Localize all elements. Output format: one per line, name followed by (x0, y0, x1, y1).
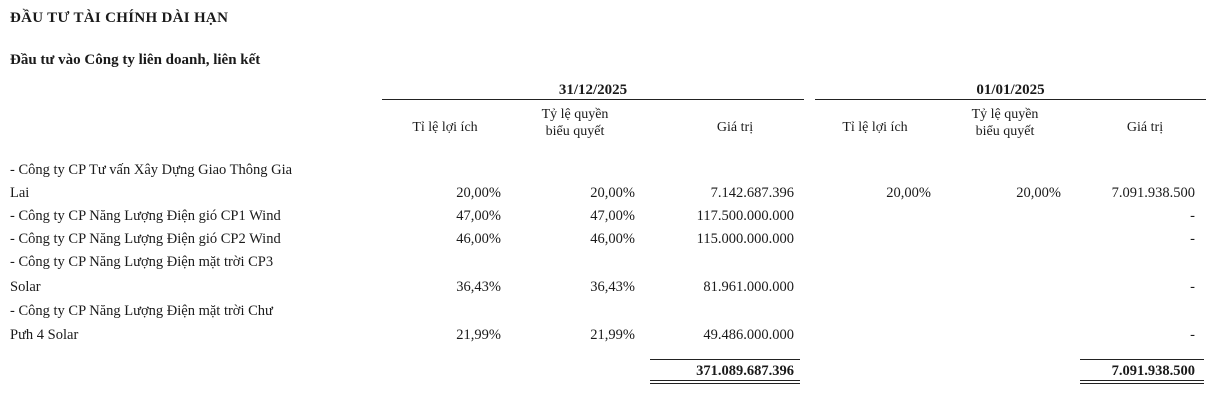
voting-ratio-2025-12-31: 36,43% (590, 279, 635, 295)
total-2025-01-01: 7.091.938.500 (1111, 363, 1195, 379)
col-header-voting-ratio (515, 106, 635, 140)
value-2025-01-01: - (1190, 279, 1195, 295)
voting-ratio-2025-01-01: 20,00% (1016, 185, 1061, 201)
period-divider (815, 99, 1206, 100)
period-divider (382, 99, 804, 100)
value-2025-12-31: 7.142.687.396 (710, 185, 794, 201)
section-title: ĐẦU TƯ TÀI CHÍNH DÀI HẠN (10, 10, 229, 26)
table-row (0, 162, 1218, 180)
col-header-voting-ratio-line2: biểu quyết (545, 124, 605, 139)
voting-ratio-2025-12-31: 47,00% (590, 208, 635, 224)
value-2025-12-31: 49.486.000.000 (703, 327, 794, 343)
period-header-2025-01-01: 01/01/2025 (976, 82, 1045, 98)
col-header-value: Giá trị (716, 120, 754, 135)
voting-ratio-2025-12-31: 46,00% (590, 231, 635, 247)
value-2025-12-31: 115.000.000.000 (696, 231, 794, 247)
interest-ratio-2025-12-31: 20,00% (456, 185, 501, 201)
interest-ratio-2025-12-31: 47,00% (456, 208, 501, 224)
voting-ratio-2025-12-31: 20,00% (590, 185, 635, 201)
total-rule-top (650, 359, 800, 360)
total-double-underline (1080, 380, 1204, 381)
value-2025-01-01: 7.091.938.500 (1111, 185, 1195, 201)
col-header-voting-ratio-line1: Tỷ lệ quyền (541, 107, 609, 122)
table-row (0, 303, 1218, 321)
col-header-interest-ratio: Tỉ lệ lợi ích (842, 120, 908, 135)
value-2025-12-31: 117.500.000.000 (696, 208, 794, 224)
value-2025-12-31: 81.961.000.000 (703, 279, 794, 295)
company-name-cont: Lai (10, 185, 30, 201)
value-2025-01-01: - (1190, 208, 1195, 224)
company-name: - Công ty CP Năng Lượng Điện mặt trời CP3 (10, 254, 274, 270)
table-row (0, 254, 1218, 272)
company-name: - Công ty CP Năng Lượng Điện mặt trời Chư (10, 303, 273, 319)
value-2025-01-01: - (1190, 327, 1195, 343)
total-double-underline (1080, 383, 1204, 384)
company-name: - Công ty CP Năng Lượng Điện gió CP2 Wind (10, 231, 281, 247)
total-rule-top (1080, 359, 1204, 360)
col-header-voting-ratio-line2: biểu quyết (975, 124, 1035, 139)
company-name: - Công ty CP Năng Lượng Điện gió CP1 Wind (10, 208, 281, 224)
table-row (0, 327, 1218, 345)
total-double-underline (650, 380, 800, 381)
table-row (0, 231, 1218, 249)
value-2025-01-01: - (1190, 231, 1195, 247)
col-header-value: Giá trị (1126, 120, 1164, 135)
company-name-cont: Pưh 4 Solar (10, 327, 79, 343)
total-double-underline (650, 383, 800, 384)
company-name-cont: Solar (10, 279, 41, 295)
col-header-interest-ratio: Tỉ lệ lợi ích (412, 120, 478, 135)
col-header-voting-ratio (945, 106, 1065, 140)
interest-ratio-2025-01-01: 20,00% (886, 185, 931, 201)
table-row (0, 208, 1218, 226)
col-header-voting-ratio-line1: Tỷ lệ quyền (971, 107, 1039, 122)
table-row (0, 279, 1218, 297)
section-subtitle: Đầu tư vào Công ty liên doanh, liên kết (10, 52, 261, 68)
table-row (0, 185, 1218, 203)
interest-ratio-2025-12-31: 36,43% (456, 279, 501, 295)
total-2025-12-31: 371.089.687.396 (696, 363, 794, 379)
interest-ratio-2025-12-31: 21,99% (456, 327, 501, 343)
voting-ratio-2025-12-31: 21,99% (590, 327, 635, 343)
company-name: - Công ty CP Tư vấn Xây Dựng Giao Thông Gia (10, 162, 293, 178)
period-header-2025-12-31: 31/12/2025 (558, 82, 628, 98)
interest-ratio-2025-12-31: 46,00% (456, 231, 501, 247)
